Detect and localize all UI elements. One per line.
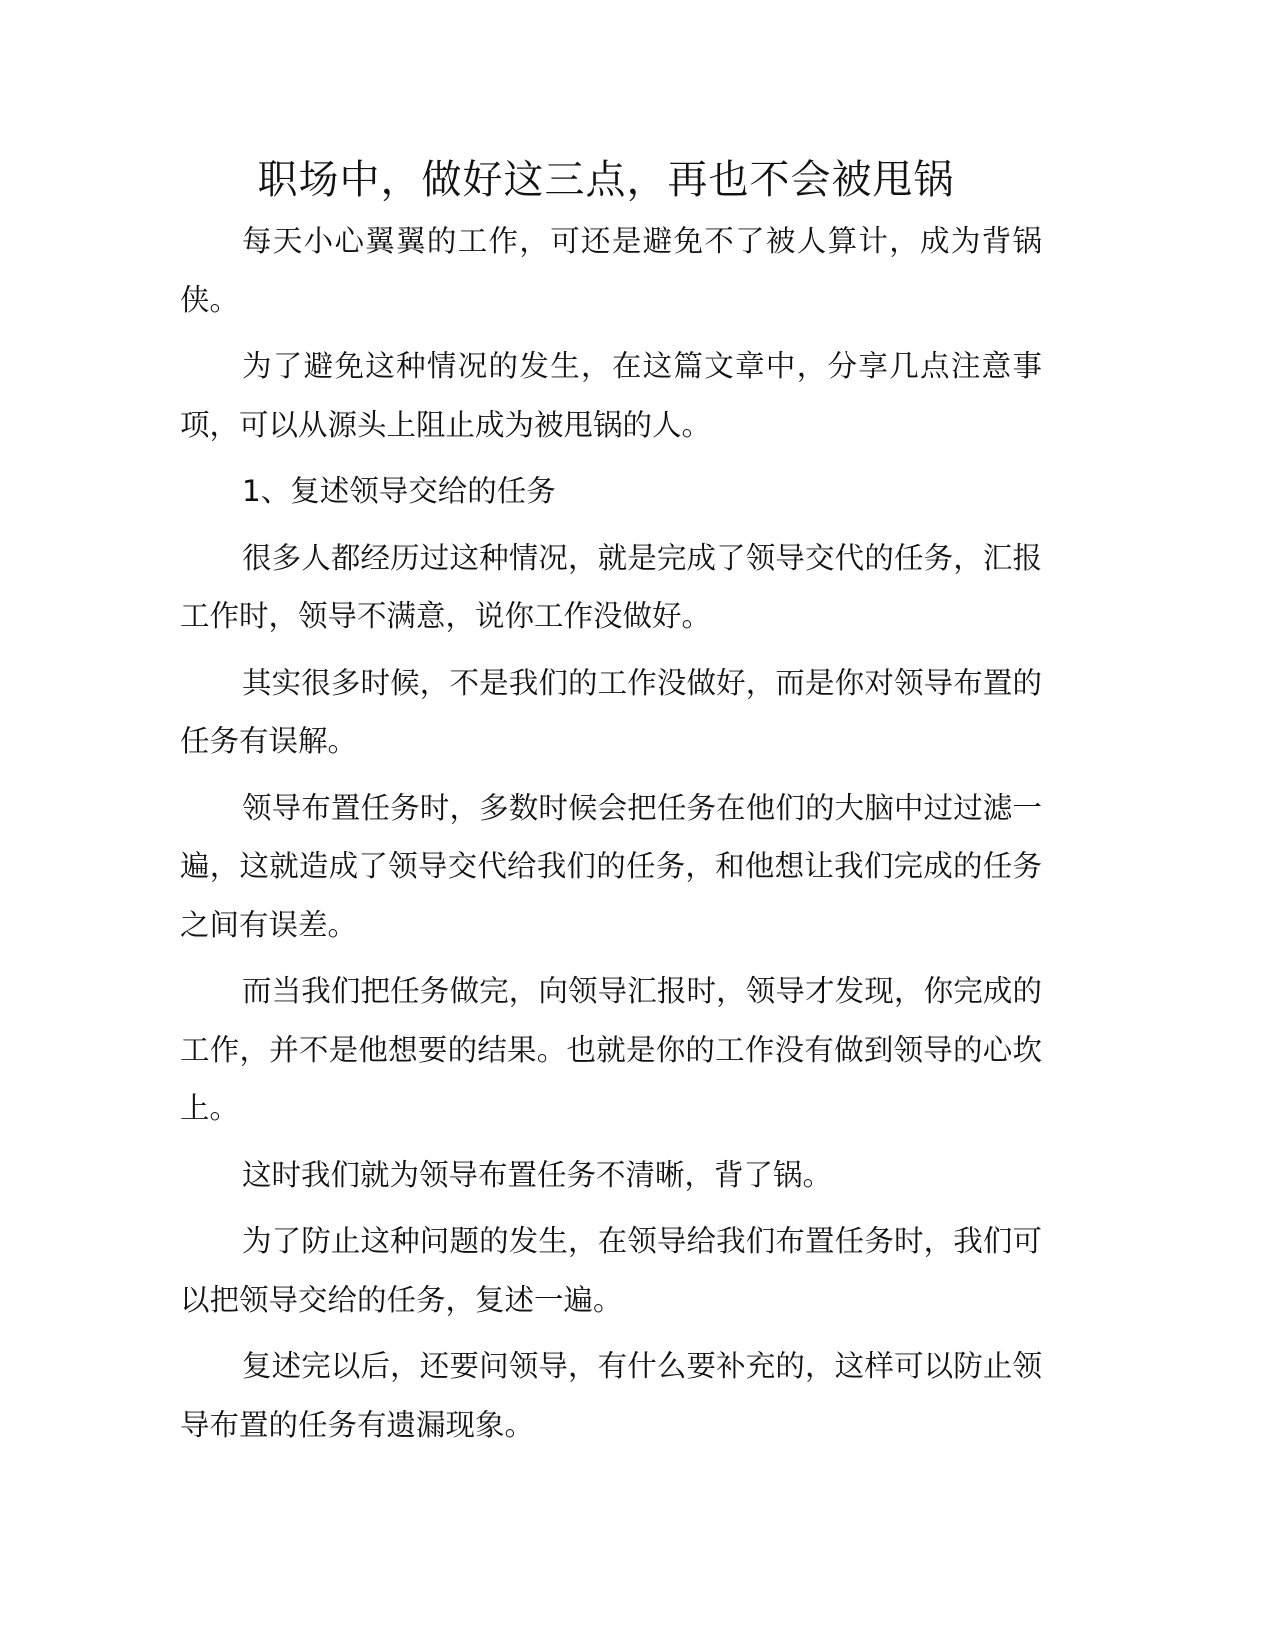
paragraph: 其实很多时候，不是我们的工作没做好，而是你对领导布置的任务有误解。 xyxy=(180,665,1042,758)
paragraph: 很多人都经历过这种情况，就是完成了领导交代的任务，汇报工作时，领导不满意，说你工作没做好。 xyxy=(180,540,1042,633)
paragraph: 为了防止这种问题的发生，在领导给我们布置任务时，我们可以把领导交给的任务，复述一遍。 xyxy=(180,1224,1042,1317)
document-body xyxy=(180,212,1042,1462)
section-heading: 1、复述领导交给的任务 xyxy=(242,474,556,508)
paragraph: 而当我们把任务做完，向领导汇报时，领导才发现，你完成的工作，并不是他想要的结果。也就是你的工作没有做到领导的心坎上。 xyxy=(180,974,1042,1125)
paragraph: 这时我们就为领导布置任务不清晰，背了锅。 xyxy=(242,1157,833,1192)
paragraph: 复述完以后，还要问领导，有什么要补充的，这样可以防止领导布置的任务有遗漏现象。 xyxy=(180,1349,1042,1442)
paragraph: 每天小心翼翼的工作，可还是避免不了被人算计，成为背锅侠。 xyxy=(180,224,1042,317)
paragraph: 领导布置任务时，多数时候会把任务在他们的大脑中过过滤一遍，这就造成了领导交代给我们的任务，和他想让我们完成的任务之间有误差。 xyxy=(180,790,1042,942)
paragraph: 为了避免这种情况的发生，在这篇文章中，分享几点注意事项，可以从源头上阻止成为被甩锅的人。 xyxy=(180,349,1042,442)
document-title: 职场中，做好这三点，再也不会被甩锅 xyxy=(257,157,955,203)
